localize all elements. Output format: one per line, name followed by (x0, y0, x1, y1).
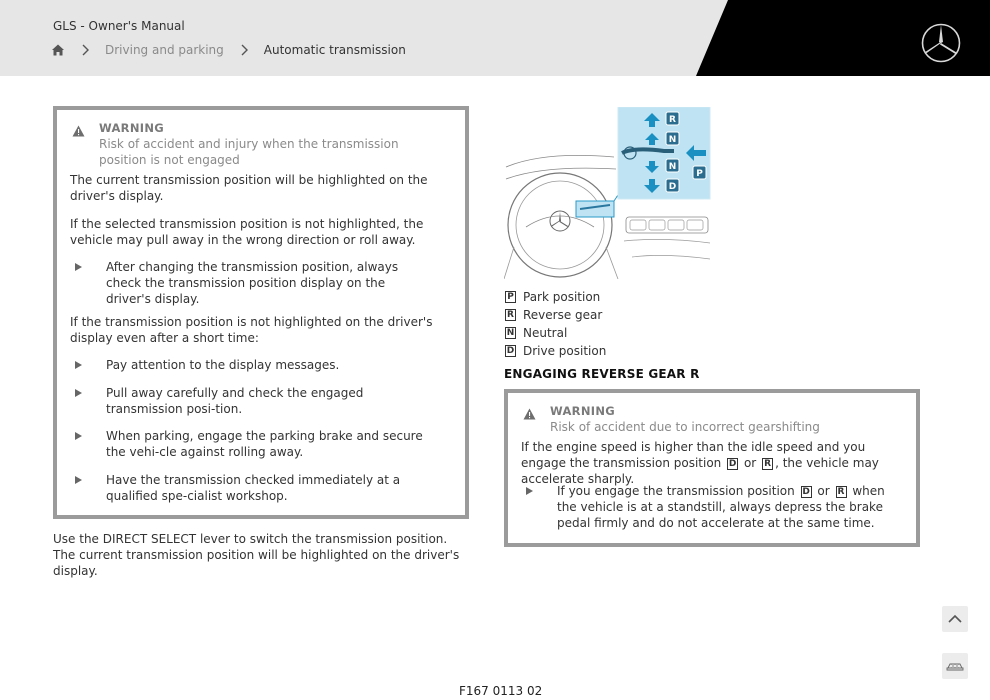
chevron-right-icon (81, 44, 91, 56)
svg-text:N: N (668, 162, 677, 172)
warning-paragraph: The current transmission position will be highlighted on the driver's display. (70, 173, 428, 203)
svg-text:R: R (669, 115, 676, 125)
breadcrumb-link-driving[interactable]: Driving and parking (105, 43, 224, 57)
key-badge: R (836, 486, 847, 498)
svg-text:D: D (668, 182, 677, 192)
key-badge: R (505, 309, 516, 321)
key-badge: D (506, 346, 515, 356)
bullet-arrow-icon (75, 361, 82, 369)
wireframe-car-icon (942, 653, 968, 679)
warning-triangle-icon (523, 408, 536, 420)
warning-triangle-icon (72, 125, 85, 137)
position-label-n-up (666, 132, 679, 145)
position-label-p (693, 166, 706, 179)
chevron-up-icon (942, 606, 968, 632)
svg-text:P: P (696, 169, 703, 179)
scroll-to-top-button[interactable] (942, 606, 968, 632)
direct-select-lever-figure (504, 107, 712, 279)
key-badge: D (728, 458, 737, 469)
figure-code: F167 0113 02 (459, 684, 543, 698)
position-label-r (666, 112, 679, 125)
key-badge: P (505, 291, 516, 303)
warning-paragraph: If the engine speed is higher than the idle speed and you engage the transmission position D or R , the vehicle may accelerate sharply. (521, 440, 879, 486)
bullet-arrow-icon (75, 389, 82, 397)
legend-item-park: P Park position (504, 290, 600, 304)
page-view-button[interactable] (942, 653, 968, 679)
position-label-n-down (666, 159, 679, 172)
warning-paragraph: If the selected transmission position is not highlighted, the vehicle may pull away in the wrong direction or roll away. (70, 217, 424, 247)
key-badge: D (802, 486, 810, 497)
bullet-arrow-icon (75, 432, 82, 440)
warning-subtitle: Risk of accident due to incorrect gearshifting (550, 420, 820, 434)
warning-paragraph: If the transmission position is not highlighted on the driver's display even after a short time: (70, 315, 433, 345)
chevron-right-icon (240, 44, 250, 56)
home-icon[interactable] (51, 43, 65, 57)
key-badge: N (506, 328, 515, 338)
legend-item-neutral: N Neutral (506, 326, 568, 340)
key-badge: R (762, 458, 773, 470)
section-heading: ENGAGING REVERSE GEAR R (504, 367, 700, 381)
warning-subtitle: Risk of accident and injury when the transmission position is not engaged (99, 137, 399, 167)
warning-title: WARNING (99, 121, 164, 135)
mercedes-star-logo[interactable] (920, 22, 962, 64)
body-paragraph: Use the DIRECT SELECT lever to switch the transmission position. The current transmission position will be highlighted on the driver's display. (53, 532, 460, 578)
svg-text:N: N (668, 135, 677, 145)
bullet-arrow-icon (75, 263, 82, 271)
warning-title: WARNING (550, 404, 615, 418)
breadcrumb (51, 42, 406, 58)
legend-item-reverse: R Reverse gear (504, 308, 602, 322)
legend-item-drive: D Drive position (506, 344, 607, 358)
bullet-arrow-icon (526, 487, 533, 495)
manual-title: GLS - Owner's Manual (53, 19, 185, 33)
bullet-arrow-icon (75, 476, 82, 484)
breadcrumb-current: Automatic transmission (263, 43, 406, 57)
position-label-d (666, 179, 679, 192)
